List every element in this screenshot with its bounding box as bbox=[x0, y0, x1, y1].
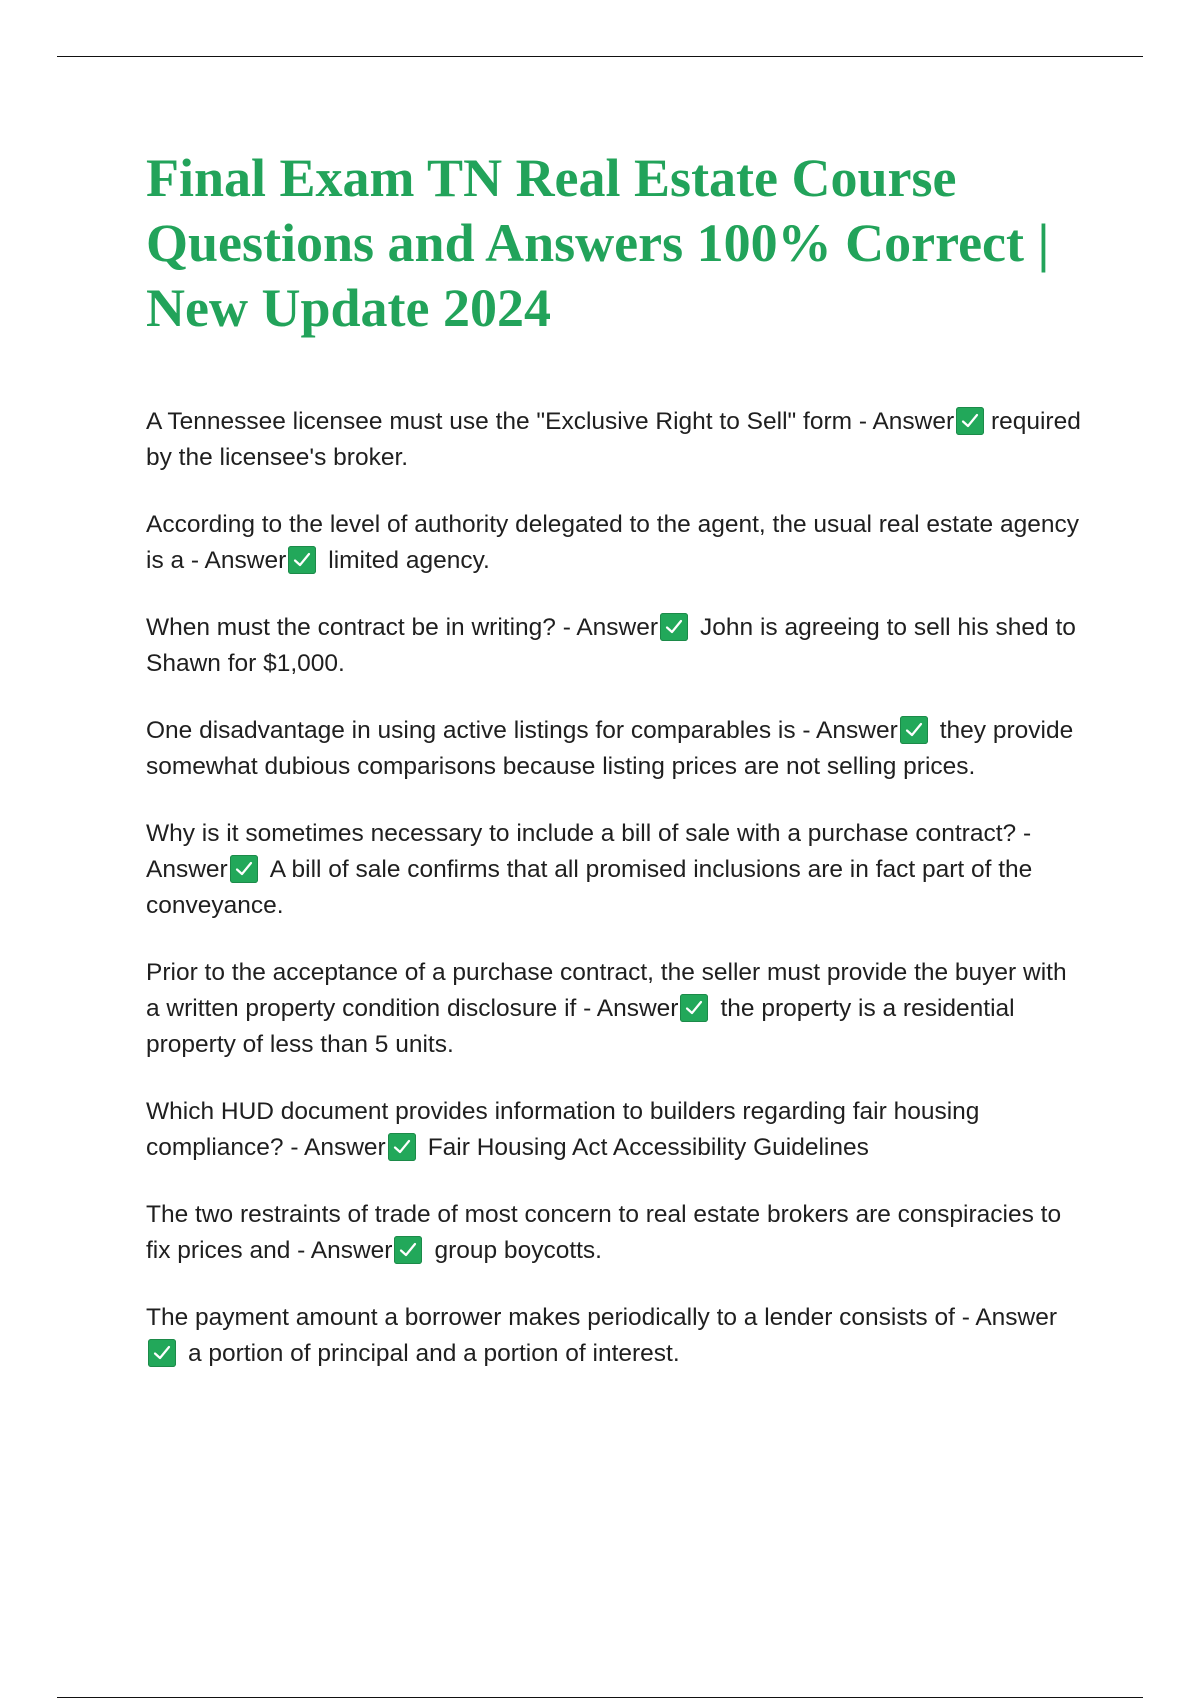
question-text: When must the contract be in writing? - bbox=[146, 614, 577, 641]
question-text: One disadvantage in using active listings for comparables is - bbox=[146, 717, 817, 744]
green-check-box-icon bbox=[394, 1236, 422, 1264]
answer-text: John is agreeing to sell his shed to Shawn for $1,000. bbox=[146, 614, 1076, 677]
question-text: The payment amount a borrower makes periodically to a lender consists of - bbox=[146, 1304, 976, 1331]
qa-item bbox=[146, 507, 1086, 579]
qa-item bbox=[146, 816, 1086, 924]
answer-text: the property is a residential property of less than 5 units. bbox=[146, 995, 1015, 1058]
question-text: Why is it sometimes necessary to include a bill of sale with a purchase contract? - bbox=[146, 820, 1032, 847]
green-check-box-icon bbox=[956, 407, 984, 435]
answer-text: required by the licensee's broker. bbox=[146, 408, 1081, 471]
answer-label: Answer bbox=[872, 408, 955, 435]
qa-item bbox=[146, 1300, 1086, 1372]
answer-text: Fair Housing Act Accessibility Guidelines bbox=[427, 1134, 869, 1161]
answer-label: Answer bbox=[204, 547, 287, 574]
answer-label: Answer bbox=[816, 717, 898, 744]
question-text: Prior to the acceptance of a purchase contract, the seller must provide the buyer with a written property condition disclosure if - bbox=[146, 959, 1067, 1022]
answer-label: Answer bbox=[596, 995, 679, 1022]
answer-text: A bill of sale confirms that all promised inclusions are in fact part of the conveyance. bbox=[146, 856, 1033, 919]
green-check-box-icon bbox=[680, 994, 708, 1022]
question-text: The two restraints of trade of most concern to real estate brokers are conspiracies to fix prices and - bbox=[146, 1201, 1062, 1264]
qa-item bbox=[146, 1094, 1086, 1166]
top-divider bbox=[57, 56, 1143, 57]
green-check-box-icon bbox=[388, 1133, 416, 1161]
question-text: A Tennessee licensee must use the "Exclusive Right to Sell" form - bbox=[146, 408, 873, 435]
document-title: Final Exam TN Real Estate Course Questions and Answers 100% Correct | New Update 2024 bbox=[146, 148, 1050, 338]
green-check-box-icon bbox=[288, 546, 316, 574]
green-check-box-icon bbox=[148, 1339, 176, 1367]
question-text: Which HUD document provides information to builders regarding fair housing compliance? - bbox=[146, 1098, 980, 1161]
green-check-box-icon bbox=[230, 855, 258, 883]
qa-list bbox=[146, 404, 1086, 1403]
answer-text: they provide somewhat dubious comparisons because listing prices are not selling prices. bbox=[146, 717, 1074, 780]
qa-item bbox=[146, 713, 1086, 785]
qa-item bbox=[146, 955, 1086, 1063]
answer-label: Answer bbox=[310, 1237, 393, 1264]
qa-item bbox=[146, 404, 1086, 476]
answer-text: limited agency. bbox=[328, 547, 490, 574]
qa-item bbox=[146, 610, 1086, 682]
bottom-divider bbox=[57, 1697, 1143, 1698]
answer-label: Answer bbox=[303, 1134, 386, 1161]
qa-item bbox=[146, 1197, 1086, 1269]
question-text: According to the level of authority delegated to the agent, the usual real estate agency is a - bbox=[146, 511, 1079, 574]
green-check-box-icon bbox=[660, 613, 688, 641]
answer-label: Answer bbox=[975, 1304, 1058, 1331]
answer-label: Answer bbox=[576, 614, 659, 641]
answer-text: a portion of principal and a portion of interest. bbox=[188, 1340, 680, 1367]
answer-label: Answer bbox=[146, 856, 228, 883]
green-check-box-icon bbox=[900, 716, 928, 744]
answer-text: group boycotts. bbox=[434, 1237, 602, 1264]
